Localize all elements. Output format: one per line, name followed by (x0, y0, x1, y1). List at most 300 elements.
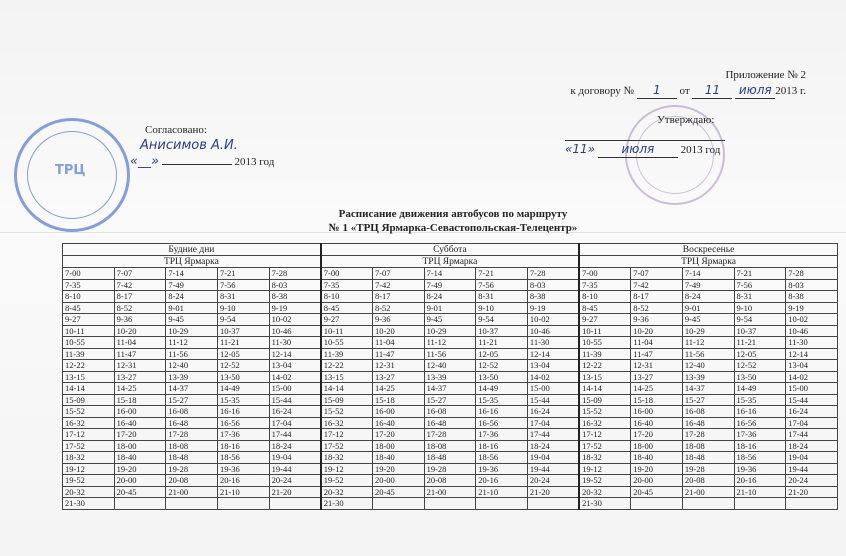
time-cell: 19-36 (217, 463, 269, 475)
contract-number: 1 (637, 83, 677, 99)
schedule-body (63, 268, 838, 510)
table-row (63, 498, 838, 510)
time-cell: 18-16 (734, 440, 786, 452)
time-cell: 21-30 (63, 498, 115, 510)
time-cell (217, 498, 269, 510)
time-cell: 10-46 (269, 325, 321, 337)
agreed-date-day: «__» (130, 154, 160, 169)
time-cell: 7-14 (424, 268, 476, 280)
time-cell: 18-08 (424, 440, 476, 452)
time-cell: 12-52 (476, 360, 528, 372)
time-cell: 10-37 (217, 325, 269, 337)
table-row (63, 486, 838, 498)
time-cell: 16-24 (786, 406, 838, 418)
time-cell: 12-52 (734, 360, 786, 372)
time-cell: 11-12 (166, 337, 218, 349)
time-cell: 8-17 (372, 291, 424, 303)
time-cell: 21-10 (217, 486, 269, 498)
time-cell: 16-08 (166, 406, 218, 418)
time-cell: 7-21 (734, 268, 786, 280)
time-cell: 7-00 (63, 268, 115, 280)
time-cell: 11-39 (63, 348, 115, 360)
time-cell: 12-52 (217, 360, 269, 372)
time-cell: 9-27 (321, 314, 373, 326)
time-cell: 18-08 (166, 440, 218, 452)
time-cell: 7-28 (527, 268, 579, 280)
time-cell: 8-10 (63, 291, 115, 303)
time-cell: 11-30 (786, 337, 838, 349)
time-cell (631, 498, 683, 510)
time-cell (166, 498, 218, 510)
time-cell: 21-10 (734, 486, 786, 498)
time-cell: 17-44 (269, 429, 321, 441)
time-cell: 17-20 (372, 429, 424, 441)
time-cell: 12-31 (114, 360, 166, 372)
time-cell: 9-19 (527, 302, 579, 314)
time-cell: 12-14 (269, 348, 321, 360)
stop-header-row (63, 256, 838, 268)
time-cell: 7-00 (579, 268, 631, 280)
time-cell: 10-02 (527, 314, 579, 326)
time-cell: 11-12 (682, 337, 734, 349)
time-cell (527, 498, 579, 510)
time-cell: 15-35 (734, 394, 786, 406)
table-row (63, 463, 838, 475)
time-cell: 15-09 (579, 394, 631, 406)
contract-month: июля (735, 83, 775, 99)
time-cell: 9-54 (734, 314, 786, 326)
time-cell: 17-36 (217, 429, 269, 441)
time-cell: 20-24 (269, 475, 321, 487)
time-cell: 10-46 (527, 325, 579, 337)
time-cell: 7-56 (476, 279, 528, 291)
time-cell: 20-45 (114, 486, 166, 498)
time-cell: 10-46 (786, 325, 838, 337)
time-cell: 17-04 (269, 417, 321, 429)
time-cell: 8-10 (579, 291, 631, 303)
time-cell: 13-04 (269, 360, 321, 372)
time-cell: 20-16 (734, 475, 786, 487)
time-cell: 17-12 (321, 429, 373, 441)
time-cell: 18-00 (372, 440, 424, 452)
time-cell: 7-28 (269, 268, 321, 280)
time-cell: 18-48 (424, 452, 476, 464)
time-cell: 18-00 (631, 440, 683, 452)
time-cell: 16-16 (734, 406, 786, 418)
time-cell: 16-00 (631, 406, 683, 418)
time-cell: 9-54 (476, 314, 528, 326)
time-cell: 11-04 (114, 337, 166, 349)
time-cell: 7-14 (682, 268, 734, 280)
time-cell: 13-04 (786, 360, 838, 372)
time-cell: 20-08 (166, 475, 218, 487)
time-cell: 20-32 (579, 486, 631, 498)
time-cell: 16-16 (476, 406, 528, 418)
contract-day: 11 (692, 83, 732, 99)
time-cell: 7-21 (217, 268, 269, 280)
time-cell: 16-40 (114, 417, 166, 429)
time-cell: 8-52 (372, 302, 424, 314)
appendix-block (570, 68, 806, 99)
time-cell: 13-39 (424, 371, 476, 383)
time-cell: 15-18 (114, 394, 166, 406)
time-cell: 18-56 (476, 452, 528, 464)
time-cell: 11-12 (424, 337, 476, 349)
time-cell: 10-11 (321, 325, 373, 337)
time-cell: 14-14 (321, 383, 373, 395)
time-cell: 18-16 (476, 440, 528, 452)
time-cell: 12-40 (682, 360, 734, 372)
approved-year: 2013 год (680, 144, 721, 156)
time-cell: 13-15 (579, 371, 631, 383)
time-cell: 10-20 (372, 325, 424, 337)
time-cell: 20-16 (476, 475, 528, 487)
agreed-label: Согласовано: (145, 124, 207, 136)
time-cell: 9-01 (424, 302, 476, 314)
time-cell: 7-35 (63, 279, 115, 291)
time-cell: 9-36 (372, 314, 424, 326)
time-cell: 17-44 (527, 429, 579, 441)
time-cell: 14-14 (63, 383, 115, 395)
time-cell: 15-09 (63, 394, 115, 406)
time-cell: 13-39 (682, 371, 734, 383)
time-cell: 21-20 (527, 486, 579, 498)
time-cell: 20-32 (63, 486, 115, 498)
time-cell: 12-22 (321, 360, 373, 372)
time-cell: 17-12 (63, 429, 115, 441)
time-cell: 10-55 (321, 337, 373, 349)
time-cell: 17-04 (527, 417, 579, 429)
time-cell: 16-56 (217, 417, 269, 429)
time-cell: 19-12 (321, 463, 373, 475)
approved-month: июля (598, 141, 678, 158)
time-cell: 17-28 (166, 429, 218, 441)
time-cell: 8-38 (527, 291, 579, 303)
time-cell: 15-00 (786, 383, 838, 395)
time-cell: 17-28 (682, 429, 734, 441)
time-cell: 11-47 (372, 348, 424, 360)
time-cell: 13-15 (63, 371, 115, 383)
time-cell: 15-18 (631, 394, 683, 406)
time-cell: 16-32 (63, 417, 115, 429)
time-cell: 12-40 (166, 360, 218, 372)
time-cell: 18-48 (166, 452, 218, 464)
time-cell: 7-21 (476, 268, 528, 280)
time-cell: 13-15 (321, 371, 373, 383)
time-cell: 16-24 (527, 406, 579, 418)
approved-signature-line (565, 128, 725, 141)
time-cell: 15-27 (424, 394, 476, 406)
time-cell: 9-45 (166, 314, 218, 326)
time-cell: 13-39 (166, 371, 218, 383)
time-cell: 8-10 (321, 291, 373, 303)
time-cell (114, 498, 166, 510)
time-cell: 17-36 (734, 429, 786, 441)
time-cell: 7-49 (682, 279, 734, 291)
time-cell: 16-40 (372, 417, 424, 429)
approved-label: Утверждаю: (657, 114, 715, 126)
time-cell: 12-14 (527, 348, 579, 360)
time-cell: 8-24 (166, 291, 218, 303)
time-cell: 15-18 (372, 394, 424, 406)
time-cell: 18-24 (269, 440, 321, 452)
time-cell: 7-07 (631, 268, 683, 280)
time-cell: 15-52 (63, 406, 115, 418)
time-cell: 19-12 (63, 463, 115, 475)
time-cell: 16-56 (734, 417, 786, 429)
time-cell: 7-49 (424, 279, 476, 291)
time-cell: 20-08 (682, 475, 734, 487)
time-cell: 13-50 (217, 371, 269, 383)
time-cell: 7-28 (786, 268, 838, 280)
table-row (63, 337, 838, 349)
table-row (63, 440, 838, 452)
time-cell: 18-40 (114, 452, 166, 464)
time-cell: 11-47 (114, 348, 166, 360)
time-cell: 18-32 (321, 452, 373, 464)
time-cell: 11-21 (217, 337, 269, 349)
time-cell: 16-32 (321, 417, 373, 429)
time-cell: 11-30 (269, 337, 321, 349)
time-cell: 8-45 (579, 302, 631, 314)
time-cell: 7-42 (372, 279, 424, 291)
time-cell: 19-44 (786, 463, 838, 475)
time-cell: 14-37 (682, 383, 734, 395)
time-cell: 19-28 (424, 463, 476, 475)
time-cell (372, 498, 424, 510)
time-cell: 8-24 (682, 291, 734, 303)
time-cell: 15-52 (321, 406, 373, 418)
time-cell: 19-28 (166, 463, 218, 475)
agreed-block (90, 122, 274, 170)
time-cell: 10-37 (476, 325, 528, 337)
time-cell: 20-00 (631, 475, 683, 487)
contract-prefix: к договору № (570, 85, 635, 97)
time-cell: 16-48 (682, 417, 734, 429)
time-cell: 7-07 (114, 268, 166, 280)
time-cell: 9-10 (734, 302, 786, 314)
time-cell: 19-28 (682, 463, 734, 475)
time-cell (734, 498, 786, 510)
table-row (63, 314, 838, 326)
time-cell: 14-49 (734, 383, 786, 395)
time-cell: 11-04 (372, 337, 424, 349)
time-cell: 17-04 (786, 417, 838, 429)
time-cell: 12-22 (579, 360, 631, 372)
time-cell: 18-56 (734, 452, 786, 464)
time-cell: 8-31 (734, 291, 786, 303)
time-cell: 10-11 (579, 325, 631, 337)
time-cell: 18-32 (579, 452, 631, 464)
time-cell (269, 498, 321, 510)
time-cell: 13-27 (631, 371, 683, 383)
time-cell: 18-32 (63, 452, 115, 464)
title-line-2: № 1 «ТРЦ Ярмарка-Севастопольская-Телецентр» (328, 222, 578, 234)
time-cell: 8-52 (631, 302, 683, 314)
time-cell: 21-30 (321, 498, 373, 510)
time-cell: 10-11 (63, 325, 115, 337)
time-cell: 19-20 (372, 463, 424, 475)
time-cell: 19-04 (786, 452, 838, 464)
stop-header-sunday: ТРЦ Ярмарка (579, 256, 837, 268)
time-cell: 8-24 (424, 291, 476, 303)
time-cell: 10-55 (579, 337, 631, 349)
table-row (63, 394, 838, 406)
day-header-saturday: Суббота (321, 244, 579, 256)
time-cell: 18-24 (527, 440, 579, 452)
time-cell: 14-25 (114, 383, 166, 395)
time-cell: 14-49 (476, 383, 528, 395)
approved-day: «11» (565, 142, 596, 156)
time-cell: 18-40 (631, 452, 683, 464)
time-cell: 18-16 (217, 440, 269, 452)
time-cell: 15-00 (269, 383, 321, 395)
time-cell: 8-17 (114, 291, 166, 303)
time-cell: 16-48 (424, 417, 476, 429)
time-cell: 16-00 (372, 406, 424, 418)
time-cell: 18-24 (786, 440, 838, 452)
time-cell: 14-14 (579, 383, 631, 395)
time-cell: 8-52 (114, 302, 166, 314)
time-cell: 9-27 (63, 314, 115, 326)
time-cell: 20-24 (527, 475, 579, 487)
time-cell: 15-44 (527, 394, 579, 406)
time-cell: 15-44 (269, 394, 321, 406)
time-cell: 12-05 (476, 348, 528, 360)
time-cell: 17-36 (476, 429, 528, 441)
time-cell: 16-08 (682, 406, 734, 418)
time-cell: 12-05 (734, 348, 786, 360)
time-cell: 9-10 (476, 302, 528, 314)
table-row (63, 475, 838, 487)
table-row (63, 417, 838, 429)
time-cell: 21-30 (579, 498, 631, 510)
table-row (63, 429, 838, 441)
time-cell: 10-20 (631, 325, 683, 337)
time-cell: 14-37 (166, 383, 218, 395)
time-cell: 7-49 (166, 279, 218, 291)
time-cell: 9-54 (217, 314, 269, 326)
time-cell: 15-35 (217, 394, 269, 406)
time-cell: 14-49 (217, 383, 269, 395)
agreed-year: 2013 год (234, 156, 275, 168)
time-cell: 16-48 (166, 417, 218, 429)
time-cell: 19-20 (631, 463, 683, 475)
time-cell: 10-02 (269, 314, 321, 326)
table-row (63, 360, 838, 372)
stop-header-saturday: ТРЦ Ярмарка (321, 256, 579, 268)
time-cell (682, 498, 734, 510)
time-cell: 15-09 (321, 394, 373, 406)
day-header-row (63, 244, 838, 256)
time-cell: 17-20 (114, 429, 166, 441)
time-cell: 10-55 (63, 337, 115, 349)
document-title (0, 207, 846, 235)
time-cell: 13-04 (527, 360, 579, 372)
time-cell: 16-08 (424, 406, 476, 418)
time-cell: 8-31 (476, 291, 528, 303)
time-cell: 11-21 (476, 337, 528, 349)
time-cell: 21-00 (682, 486, 734, 498)
time-cell: 11-39 (321, 348, 373, 360)
time-cell: 19-36 (476, 463, 528, 475)
time-cell: 12-40 (424, 360, 476, 372)
time-cell: 12-05 (217, 348, 269, 360)
time-cell: 8-31 (217, 291, 269, 303)
time-cell: 7-42 (631, 279, 683, 291)
time-cell: 21-00 (424, 486, 476, 498)
time-cell: 12-31 (631, 360, 683, 372)
time-cell: 21-00 (166, 486, 218, 498)
time-cell: 21-10 (476, 486, 528, 498)
time-cell: 17-20 (631, 429, 683, 441)
contract-year: 2013 г. (775, 85, 806, 97)
table-row (63, 291, 838, 303)
time-cell: 18-08 (682, 440, 734, 452)
time-cell: 9-01 (682, 302, 734, 314)
time-cell: 15-52 (579, 406, 631, 418)
time-cell: 11-21 (734, 337, 786, 349)
time-cell: 16-40 (631, 417, 683, 429)
table-row (63, 383, 838, 395)
time-cell: 7-35 (579, 279, 631, 291)
time-cell: 14-37 (424, 383, 476, 395)
time-cell: 14-02 (527, 371, 579, 383)
time-cell: 17-52 (579, 440, 631, 452)
time-cell: 13-50 (476, 371, 528, 383)
time-cell: 16-24 (269, 406, 321, 418)
time-cell: 9-19 (269, 302, 321, 314)
time-cell: 9-10 (217, 302, 269, 314)
time-cell: 17-12 (579, 429, 631, 441)
time-cell: 19-44 (269, 463, 321, 475)
time-cell: 19-36 (734, 463, 786, 475)
table-row (63, 268, 838, 280)
table-row (63, 371, 838, 383)
time-cell: 10-29 (166, 325, 218, 337)
contract-from: от (679, 85, 690, 97)
time-cell: 10-02 (786, 314, 838, 326)
time-cell: 17-52 (63, 440, 115, 452)
time-cell: 15-35 (476, 394, 528, 406)
time-cell: 19-04 (527, 452, 579, 464)
time-cell: 15-27 (166, 394, 218, 406)
time-cell: 19-44 (527, 463, 579, 475)
time-cell: 11-39 (579, 348, 631, 360)
time-cell: 17-28 (424, 429, 476, 441)
table-row (63, 279, 838, 291)
time-cell: 20-16 (217, 475, 269, 487)
time-cell: 20-00 (372, 475, 424, 487)
time-cell: 18-00 (114, 440, 166, 452)
time-cell: 7-07 (372, 268, 424, 280)
time-cell: 16-16 (217, 406, 269, 418)
time-cell: 15-00 (527, 383, 579, 395)
time-cell: 16-56 (476, 417, 528, 429)
time-cell: 19-52 (63, 475, 115, 487)
time-cell: 10-37 (734, 325, 786, 337)
time-cell: 15-44 (786, 394, 838, 406)
time-cell: 11-56 (166, 348, 218, 360)
time-cell: 7-42 (114, 279, 166, 291)
time-cell: 8-38 (786, 291, 838, 303)
time-cell: 15-27 (682, 394, 734, 406)
time-cell: 8-45 (63, 302, 115, 314)
time-cell: 11-04 (631, 337, 683, 349)
agreed-signature: Анисимов А.И. (140, 138, 238, 153)
time-cell: 8-03 (269, 279, 321, 291)
table-row (63, 348, 838, 360)
